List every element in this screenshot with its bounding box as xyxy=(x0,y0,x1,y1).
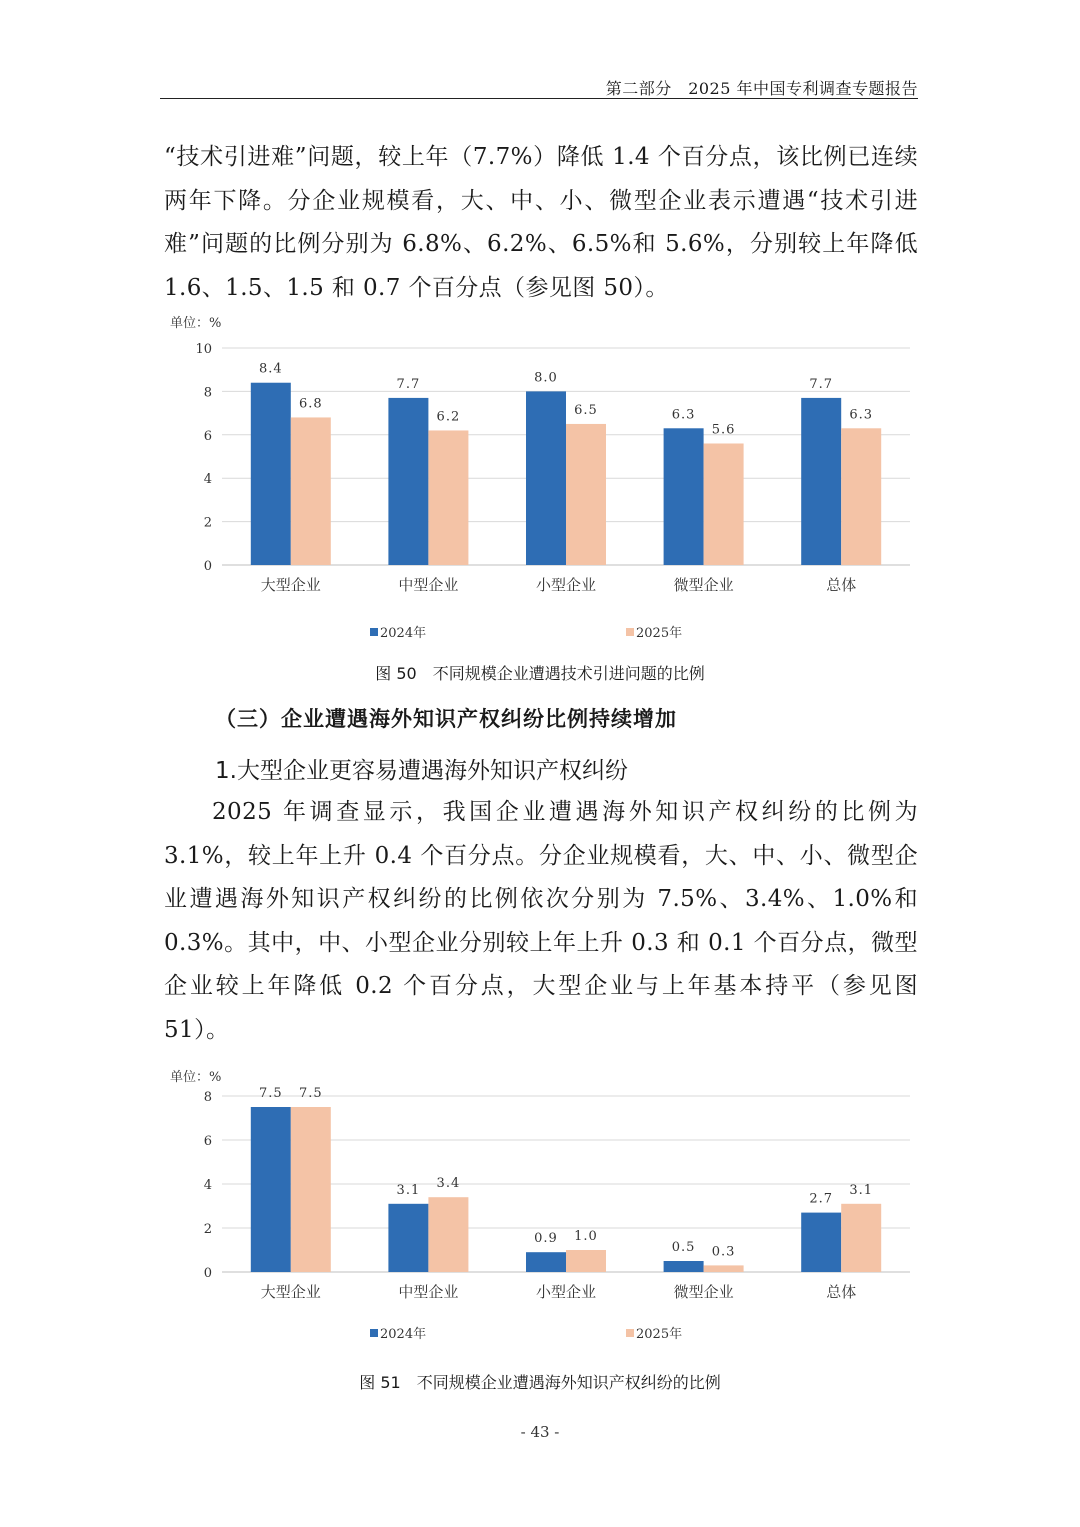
x-tick-label: 大型企业 xyxy=(260,576,321,594)
data-label: 0.5 xyxy=(671,1240,696,1255)
bar-2025 xyxy=(704,1265,744,1272)
legend-label: 2024年 xyxy=(380,1327,427,1342)
data-label: 6.3 xyxy=(849,407,874,423)
legend-label: 2025年 xyxy=(636,1327,683,1342)
y-tick-label: 0 xyxy=(203,1266,212,1281)
x-tick-label: 总体 xyxy=(826,576,857,594)
subsection-heading: 1.大型企业更容易遭遇海外知识产权纠纷 xyxy=(215,758,628,784)
legend-swatch-2025 xyxy=(626,628,634,636)
legend-swatch-2024 xyxy=(370,1329,378,1337)
x-tick-label: 小型企业 xyxy=(535,1283,597,1301)
bar-2025 xyxy=(704,443,744,565)
y-tick-label: 6 xyxy=(203,428,212,444)
y-tick-label: 6 xyxy=(203,1134,212,1149)
legend-label: 2024年 xyxy=(380,626,427,641)
y-tick-label: 10 xyxy=(195,342,212,357)
legend-swatch-2025 xyxy=(626,1329,634,1337)
y-tick-label: 4 xyxy=(203,472,212,488)
bar-2024 xyxy=(526,1252,566,1272)
x-tick-label: 中型企业 xyxy=(398,1283,459,1301)
bar-2024 xyxy=(251,1107,291,1272)
data-label: 7.7 xyxy=(396,376,421,392)
bar-2024 xyxy=(664,428,704,565)
data-label: 3.1 xyxy=(849,1182,874,1198)
bar-2025 xyxy=(291,417,331,565)
chart-fig50 xyxy=(160,310,920,655)
data-label: 6.3 xyxy=(671,407,696,423)
y-tick-label: 0 xyxy=(203,559,212,574)
x-tick-label: 微型企业 xyxy=(673,576,734,594)
data-label: 6.2 xyxy=(436,409,461,425)
data-label: 0.3 xyxy=(711,1244,736,1260)
y-tick-label: 2 xyxy=(203,515,212,531)
y-tick-label: 4 xyxy=(203,1178,212,1193)
bar-2024 xyxy=(801,1213,841,1272)
data-label: 7.5 xyxy=(298,1086,323,1101)
figure-51-caption: 图 51 不同规模企业遭遇海外知识产权纠纷的比例 xyxy=(359,1373,721,1392)
section-heading: （三）企业遭遇海外知识产权纠纷比例持续增加 xyxy=(215,706,677,731)
data-label: 0.9 xyxy=(534,1231,558,1247)
bar-2024 xyxy=(526,391,566,565)
data-label: 1.0 xyxy=(574,1229,598,1244)
unit-label: 单位：% xyxy=(170,316,222,331)
paragraph-overseas-disputes: 2025 年调查显示，我国企业遭遇海外知识产权纠纷的比例为 3.1%，较上年上升 0.4 个百分点。分企业规模看，大、中、小、微型企业遭遇海外知识产权纠纷的比例依次分别为 7.5%、3.4%、1.0%和 0.3%。其中，中、小型企业分别较上年上升 0.3 和 0.1 个百分点，微型企业较上年降低 0.2 个百分点，大型企业与上年基本持平（参见图 51）。 xyxy=(164,799,918,1043)
data-label: 6.5 xyxy=(574,402,598,418)
data-label: 7.7 xyxy=(809,376,834,392)
data-label: 6.8 xyxy=(298,396,323,412)
bar-2025 xyxy=(841,1204,881,1272)
x-tick-label: 中型企业 xyxy=(398,576,459,594)
bar-2024 xyxy=(664,1261,704,1272)
page-number: - 43 - xyxy=(520,1423,560,1441)
data-label: 5.6 xyxy=(711,422,736,438)
data-label: 3.4 xyxy=(436,1176,461,1192)
bar-2024 xyxy=(388,1204,428,1272)
bar-2025 xyxy=(428,1197,468,1272)
legend-label: 2025年 xyxy=(636,626,683,641)
data-label: 8.4 xyxy=(258,361,283,377)
bar-2025 xyxy=(291,1107,331,1272)
data-label: 2.7 xyxy=(809,1191,834,1207)
y-tick-label: 2 xyxy=(203,1222,212,1237)
bar-2025 xyxy=(566,424,606,565)
x-tick-label: 小型企业 xyxy=(535,576,597,594)
legend-swatch-2024 xyxy=(370,628,378,636)
data-label: 8.0 xyxy=(534,370,558,386)
paragraph-tech-import: “技术引进难”问题，较上年（7.7%）降低 1.4 个百分点，该比例已连续两年下降。分企业规模看，大、中、小、微型企业表示遭遇“技术引进难”问题的比例分别为 6.8%、6.2%、6.5%和 5.6%，分别较上年降低 1.6、1.5、1.5 和 0.7 个百分点（参见图 50）。 xyxy=(164,144,918,301)
x-tick-label: 大型企业 xyxy=(260,1283,321,1301)
bar-2025 xyxy=(566,1250,606,1272)
bar-2025 xyxy=(841,428,881,565)
running-header xyxy=(160,76,918,99)
bar-2024 xyxy=(251,383,291,565)
x-tick-label: 微型企业 xyxy=(673,1283,734,1301)
data-label: 7.5 xyxy=(258,1086,283,1101)
unit-label: 单位：% xyxy=(170,1070,222,1085)
data-label: 3.1 xyxy=(396,1182,421,1198)
figure-50-caption: 图 50 不同规模企业遭遇技术引进问题的比例 xyxy=(375,664,705,683)
header-title: 第二部分 2025 年中国专利调查专题报告 xyxy=(605,79,918,98)
chart-fig51 xyxy=(160,1064,920,1354)
bar-2024 xyxy=(801,398,841,565)
bar-2025 xyxy=(428,430,468,565)
y-tick-label: 8 xyxy=(203,385,212,401)
x-tick-label: 总体 xyxy=(826,1283,857,1301)
y-tick-label: 8 xyxy=(203,1090,212,1105)
bar-2024 xyxy=(388,398,428,565)
